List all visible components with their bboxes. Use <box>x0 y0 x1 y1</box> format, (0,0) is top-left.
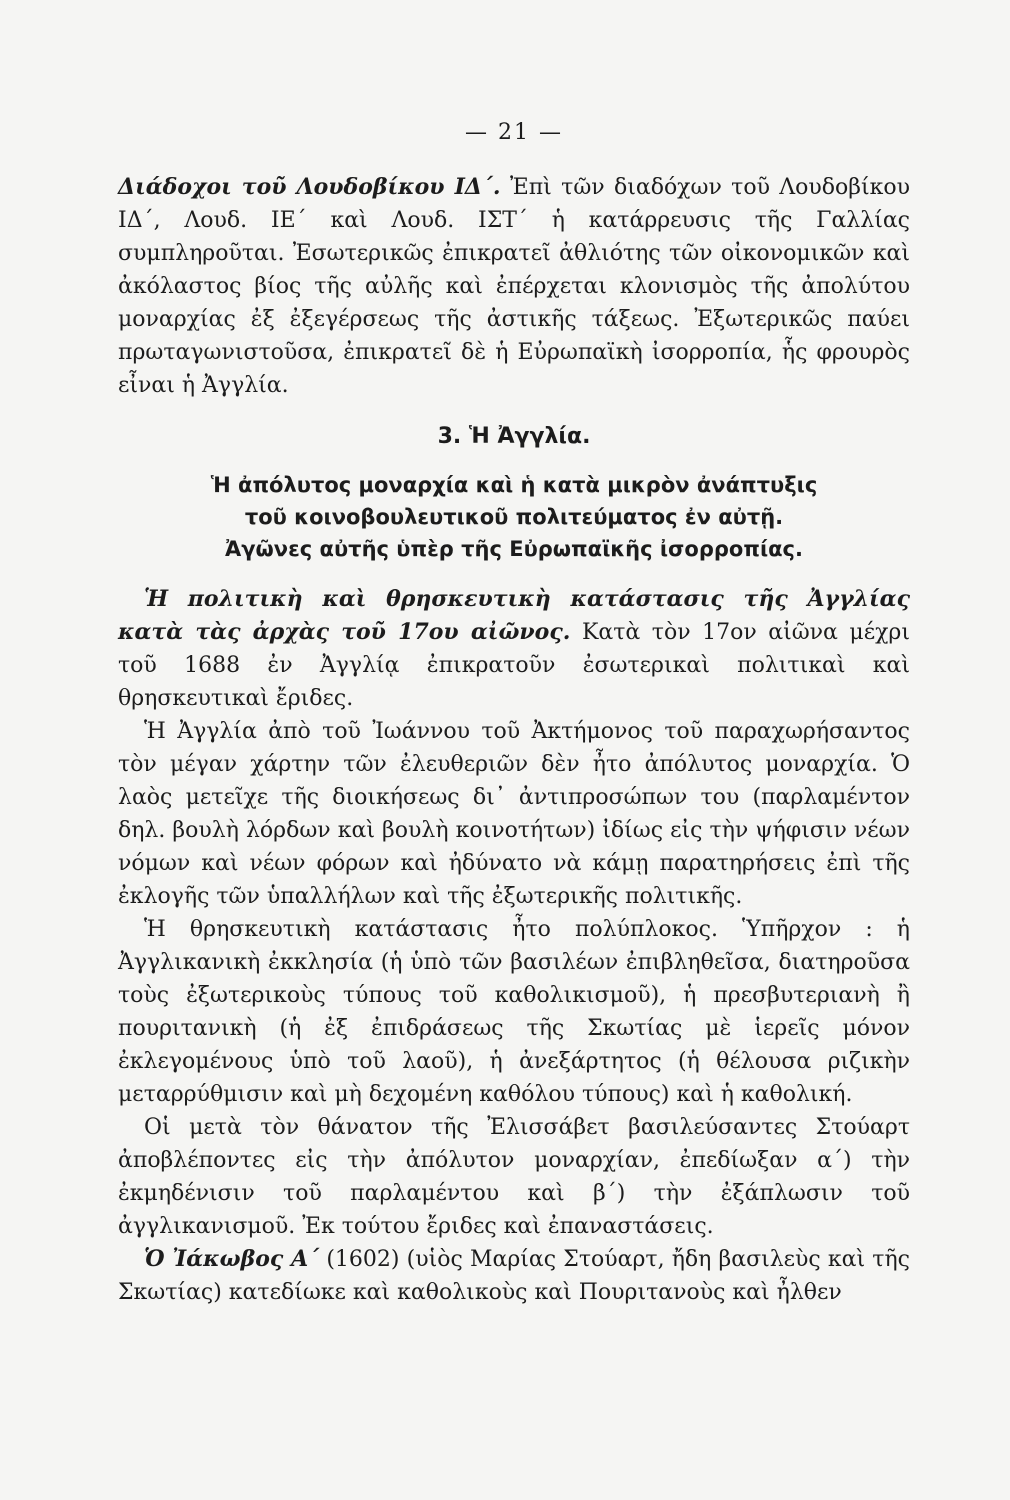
section-title: 3. Ἡ Ἀγγλία. <box>437 424 591 449</box>
paragraph-parliament: Ἡ Ἀγγλία ἀπὸ τοῦ Ἰωάννου τοῦ Ἀκτήμονος τοῦ παραχωρήσαντος τὸν μέγαν χάρτην τῶν ἐλευθεριῶν δὲν ἦτο ἀπόλυτος μοναρχία. Ὁ λαὸς μετεῖχε τῆς διοικήσεως δι᾽ ἀντιπροσώπων του (παρλαμέντον δηλ. βουλὴ λόρδων καὶ βουλὴ κοινοτήτων) ἰδίως εἰς τὴν ψήφισιν νέων νόμων καὶ νέων φόρων καὶ ἠδύνατο νὰ κάμῃ παρατηρήσεις ἐπὶ τῆς ἐκλογῆς τῶν ὑπαλλήλων καὶ τῆς ἐξωτερικῆς πολιτικῆς. <box>118 719 910 909</box>
paragraph-james-i <box>118 1243 910 1309</box>
paragraph-heading: Ὁ Ἰάκωβος Α΄ <box>144 1246 320 1272</box>
paragraph-text: (1602) (υἱὸς Μαρίας Στούαρτ, ἤδη βασιλεὺς καὶ τῆς Σκωτίας) κατεδίωκε καὶ καθολικοὺς καὶ Πουριτανοὺς καὶ ἦλθεν <box>118 1247 910 1305</box>
paragraph-political-state <box>118 583 910 715</box>
paragraph-stuarts: Οἱ μετὰ τὸν θάνατον τῆς Ἐλισσάβετ βασιλεύσαντες Στούαρτ ἀποβλέποντες εἰς τὴν ἀπόλυτον μοναρχίαν, ἐπεδίωξαν α΄) τὴν ἐκμηδένισιν τοῦ παρλαμέντου καὶ β΄) τὴν ἐξάπλωσιν τοῦ ἀγγλικανισμοῦ. Ἐκ τούτου ἔριδες καὶ ἐπαναστάσεις. <box>118 1115 910 1239</box>
paragraph-religion: Ἡ θρησκευτικὴ κατάστασις ἦτο πολύπλοκος. Ὑπῆρχον : ἡ Ἀγγλικανικὴ ἐκκλησία (ἡ ὑπὸ τῶν βασιλέων ἐπιβληθεῖσα, διατηροῦσα τοὺς ἐξωτερικοὺς τύπους τοῦ καθολικισμοῦ), ἡ πρεσβυτεριανὴ ἢ πουριτανικὴ (ἡ ἐξ ἐπιδράσεως τῆς Σκωτίας μὲ ἱερεῖς μόνον ἐκλεγομένους ὑπὸ τοῦ λαοῦ), ἡ ἀνεξάρτητος (ἡ θέλουσα ριζικὴν μεταρρύθμισιν καὶ μὴ δεχομένη καθόλου τύπους) καὶ ἡ καθολική. <box>118 917 910 1107</box>
intro-text: Ἐπὶ τῶν διαδόχων τοῦ Λουδοβίκου ΙΔ΄, Λουδ. ΙΕ΄ καὶ Λουδ. ΙΣΤ΄ ἡ κατάρρευσις τῆς Γαλλίας συμπληροῦται. Ἐσωτερικῶς ἐπικρατεῖ ἀθλιότης τῶν οἰκονομικῶν καὶ ἀκόλαστος βίος τῆς αὐλῆς καὶ ἐπέρχεται κλονισμὸς τῆς ἀπολύτου μοναρχίας ἐξ ἐξεγέρσεως τῆς ἀστικῆς τάξεως. Ἐξωτερικῶς παύει πρωταγωνιστοῦσα, ἐπικρατεῖ δὲ ἡ Εὐρωπαϊκὴ ἰσορροπία, ἧς φρουρὸς εἶναι ἡ Ἀγγλία. <box>118 175 911 398</box>
subheading-line-3: Ἀγῶνες αὐτῆς ὑπὲρ τῆς Εὐρωπαϊκῆς ἰσορροπίας. <box>225 537 803 561</box>
intro-paragraph <box>118 171 910 402</box>
subheading-line-1: Ἡ ἀπόλυτος μοναρχία καὶ ἡ κατὰ μικρὸν ἀνάπτυξις <box>210 473 818 497</box>
paragraph-text: Κατὰ τὸν 17ον αἰῶνα μέχρι τοῦ 1688 ἐν Ἀγγλίᾳ ἐπικρατοῦν ἐσωτερικαὶ πολιτικαὶ καὶ θρησκευτικαὶ ἔριδες. <box>118 620 910 711</box>
subheading-line-2: τοῦ κοινοβουλευτικοῦ πολιτεύματος ἐν αὐτῇ. <box>244 505 784 529</box>
paragraph-heading: Ἡ πολιτικὴ καὶ θρησκευτικὴ κατάστασις τῆς Ἀγγλίας κατὰ τὰς ἀρχὰς τοῦ 17ου αἰῶνος. <box>118 586 910 645</box>
page-number: — 21 — <box>465 120 563 145</box>
section-subheading <box>118 469 910 565</box>
intro-heading: Διάδοχοι τοῦ Λουδοβίκου ΙΔ΄. <box>118 174 501 200</box>
